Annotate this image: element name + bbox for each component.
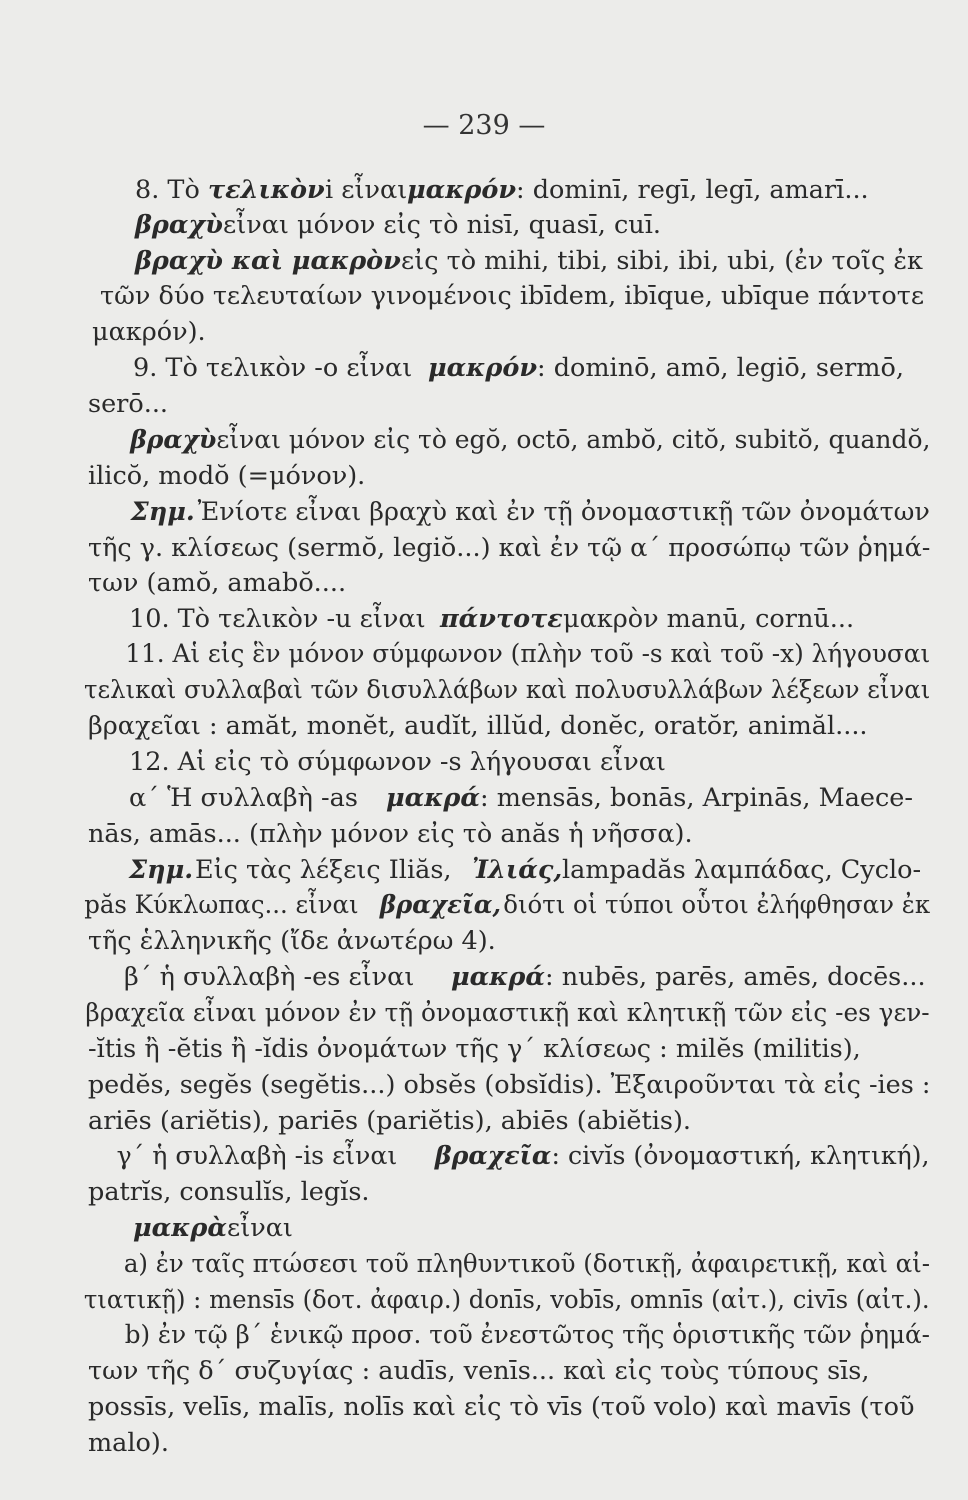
bold-term: Σημ. — [129, 855, 194, 885]
line-segment: serō... — [88, 389, 169, 419]
line-segment: εἶναι — [227, 1213, 293, 1243]
line-segment: : dominī, regī, legī, amarī... — [516, 175, 869, 205]
line-segment: εἶναι μόνον εἰς τὸ nisī, quasī, cuī. — [223, 210, 661, 240]
line-segment: malo). — [88, 1428, 169, 1458]
line-segment: păs Κύκλωπας... εἶναι — [84, 890, 359, 920]
line-segment: patrĭs, consulĭs, legĭs. — [88, 1177, 370, 1207]
bold-term: μακρά — [386, 783, 480, 813]
line-segment: μακρόν). — [92, 317, 206, 347]
line-segment: τῆς γ. κλίσεως (sermŏ, legiŏ...) καὶ ἐν τῷ α΄ προσώπῳ τῶν ῥημά- — [88, 533, 931, 563]
bold-term: βραχὺ — [135, 210, 223, 240]
line-segment: των τῆς δ΄ συζυγίας : audīs, venīs... καὶ εἰς τοὺς τύπους sīs, — [88, 1356, 870, 1386]
line-segment: i εἶναι — [325, 175, 408, 205]
line-segment: 10. Τὸ τελικὸν -u εἶναι — [129, 604, 426, 634]
line-segment: τιατικῇ) : mensīs (δοτ. ἀφαιρ.) donīs, vobīs, omnīs (αἰτ.), civīs (αἰτ.). — [83, 1285, 930, 1315]
line-segment: : civĭs (ὀνομαστική, κλητική), — [551, 1141, 930, 1171]
bold-term: βραχὺ καὶ μακρὸν — [135, 246, 401, 276]
line-segment: γ΄ ἡ συλλαβὴ -is εἶναι — [116, 1141, 398, 1171]
line-segment: possīs, velīs, malīs, nolīs καὶ εἰς τὸ vīs (τοῦ volo) καὶ mavīs (τοῦ — [88, 1392, 915, 1422]
bold-term: μακρὰ — [133, 1213, 227, 1243]
line-segment: 11. Αἱ εἰς ἓν μόνον σύμφωνον (πλὴν τοῦ -s καὶ τοῦ -x) λήγουσαι — [125, 639, 931, 669]
line-segment: βραχεῖαι : amăt, monĕt, audĭt, illŭd, donĕc, oratŏr, animăl.... — [88, 711, 868, 741]
line-segment: a) ἐν ταῖς πτώσεσι τοῦ πληθυντικοῦ (δοτικῇ, ἀφαιρετικῇ, καὶ αἰ- — [123, 1249, 931, 1279]
line-segment: Ἐνίοτε εἶναι βραχὺ καὶ ἐν τῇ ὀνομαστικῇ τῶν ὀνομάτων — [197, 497, 930, 527]
line-segment: εἰς τὸ mihi, tibi, sibi, ibi, ubi, (ἐν τοῖς ἐκ — [401, 246, 923, 276]
bold-term: βραχεῖα — [434, 1141, 552, 1171]
line-segment: 8. Τὸ — [135, 175, 200, 205]
line-segment: α΄ Ἡ συλλαβὴ -as — [129, 783, 358, 813]
line-segment: : dominō, amō, legiō, sermō, — [537, 353, 904, 383]
line-segment: τελικαὶ συλλαβαὶ τῶν δισυλλάβων καὶ πολυσυλλάβων λέξεων εἶναι — [84, 675, 931, 705]
line-segment: pedĕs, segĕs (segĕtis...) obsĕs (obsĭdis). Ἐξαιροῦνται τὰ εἰς -ies : — [87, 1070, 931, 1100]
bold-term: τελικὸν — [208, 175, 325, 205]
line-segment: ilicŏ, modŏ (=μόνον). — [88, 461, 366, 491]
line-segment: : nubēs, parēs, amēs, docēs... — [545, 962, 926, 992]
bold-term: μακρά — [451, 962, 545, 992]
bold-term: βραχεῖα, — [379, 890, 502, 920]
bold-term: μακρόν — [428, 353, 538, 383]
line-segment: εἶναι μόνον εἰς τὸ egŏ, octō, ambŏ, citŏ, subitŏ, quandŏ, — [216, 425, 931, 455]
line-segment: β΄ ἡ συλλαβὴ -es εἶναι — [124, 962, 415, 992]
line-segment: τῆς ἑλληνικῆς (ἴδε ἀνωτέρω 4). — [88, 926, 496, 956]
line-segment: 12. Αἱ εἰς τὸ σύμφωνον -s λήγουσαι εἶναι — [129, 747, 666, 777]
bold-term: βραχὺ — [130, 425, 217, 455]
line-segment: nās, amās... (πλὴν μόνον εἰς τὸ anăs ἡ νῆσσα). — [88, 819, 693, 849]
line-segment: 9. Τὸ τελικὸν -o εἶναι — [133, 353, 413, 383]
bold-term: Ἰλιάς, — [472, 855, 563, 885]
line-segment: ariēs (ariĕtis), pariēs (pariĕtis), abiēs (abiĕtis). — [88, 1106, 692, 1136]
line-segment: τῶν δύο τελευταίων γινομένοις ibīdem, ibīque, ubīque πάντοτε — [100, 281, 925, 311]
line-segment: lampadăs λαμπάδας, Cyclo- — [562, 855, 922, 885]
line-segment: Εἰς τὰς λέξεις Iliăs, — [195, 855, 452, 885]
bold-term: πάντοτε — [440, 604, 563, 634]
bold-term: μακρόν — [407, 175, 517, 205]
line-segment: b) ἐν τῷ β΄ ἑνικῷ προσ. τοῦ ἐνεστῶτος τῆς ὁριστικῆς τῶν ῥημά- — [124, 1320, 931, 1350]
line-segment: : mensās, bonās, Arpinās, Maece- — [480, 783, 913, 813]
line-segment: βραχεῖα εἶναι μόνον ἐν τῇ ὀνομαστικῇ καὶ κλητικῇ τῶν εἰς -es γεν- — [85, 998, 930, 1028]
line-segment: -ĭtis ἢ -ĕtis ἢ -ĭdis ὀνομάτων τῆς γ΄ κλίσεως : milĕs (militis), — [88, 1034, 861, 1064]
page-number: — 239 — — [422, 110, 546, 141]
bold-term: Σημ. — [130, 497, 195, 527]
line-segment: διότι οἱ τύποι οὗτοι ἐλήφθησαν ἐκ — [503, 890, 931, 920]
line-segment: των (amŏ, amabŏ.... — [88, 568, 347, 598]
line-segment: μακρὸν manū, cornū... — [563, 604, 855, 634]
